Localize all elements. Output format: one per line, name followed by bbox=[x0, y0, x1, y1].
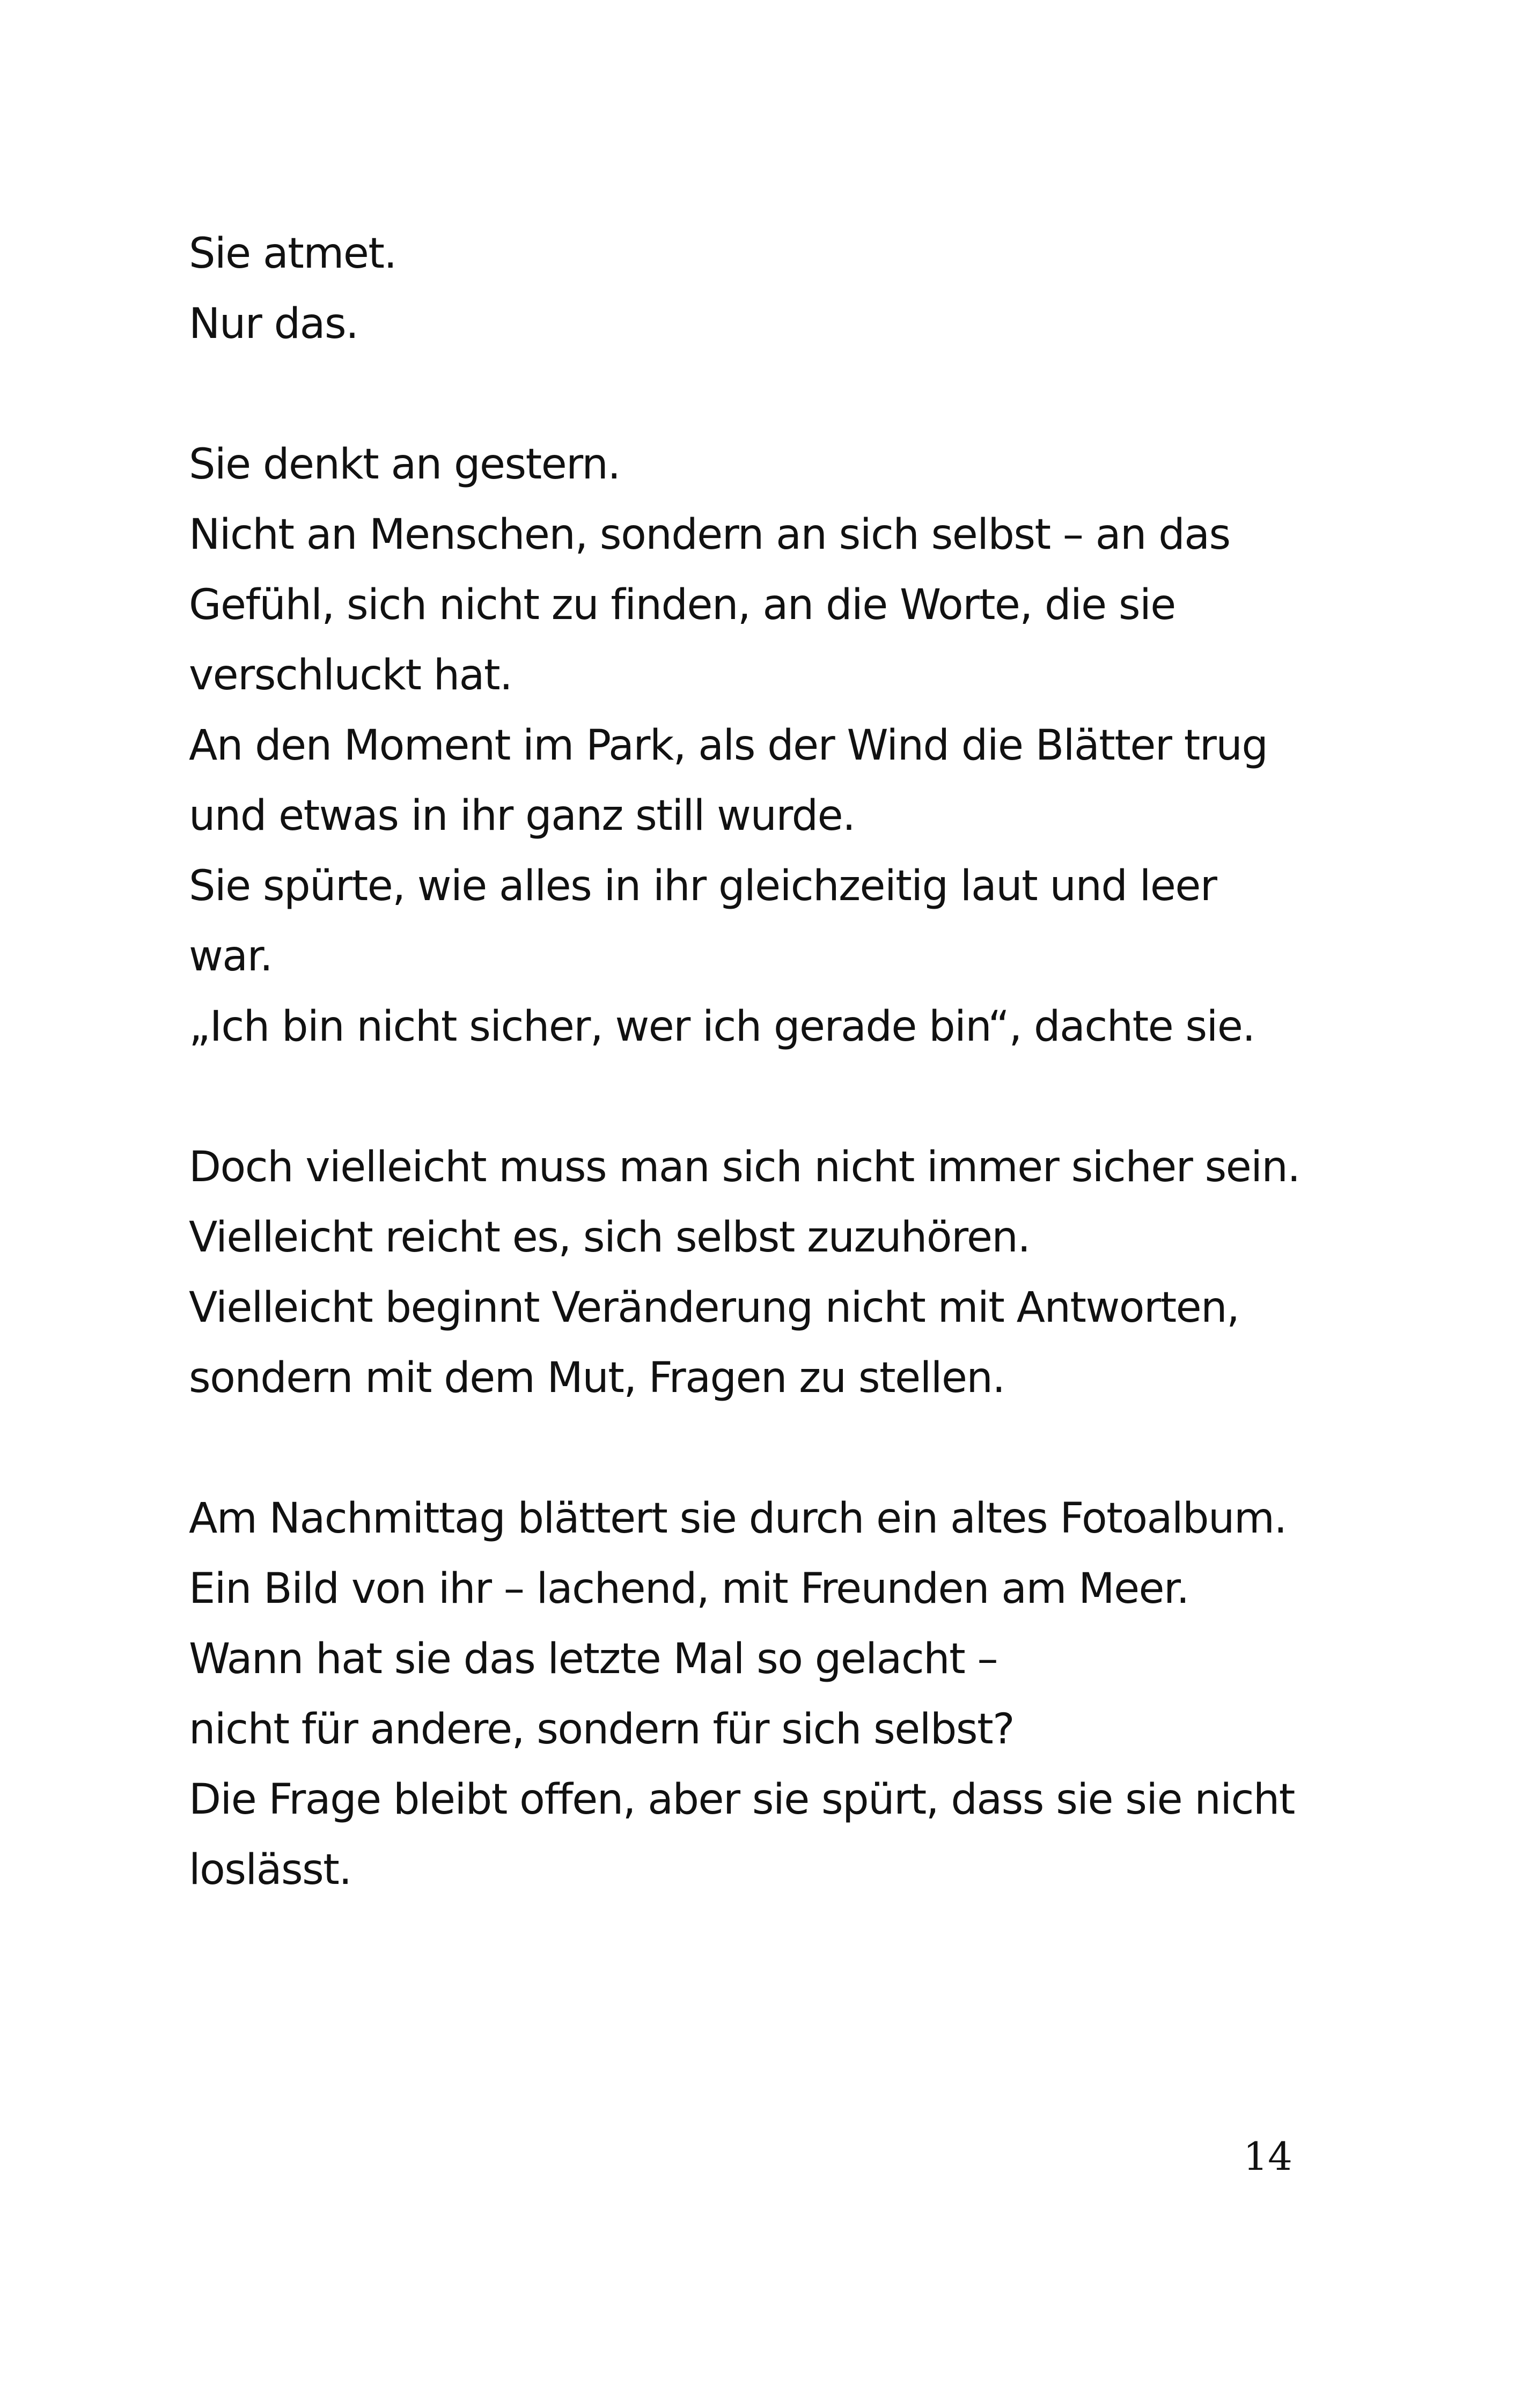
text-line: loslässt. bbox=[189, 1846, 351, 1894]
text-line: Vielleicht reicht es, sich selbst zuzuhören. bbox=[189, 1213, 1030, 1262]
paragraph-gap bbox=[189, 359, 1348, 430]
body-text bbox=[189, 219, 1348, 1905]
text-line: Sie atmet. bbox=[189, 230, 396, 278]
text-line: Wann hat sie das letzte Mal so gelacht – bbox=[189, 1635, 997, 1683]
text-line: Vielleicht beginnt Veränderung nicht mit Antworten, bbox=[189, 1284, 1239, 1332]
text-line: sondern mit dem Mut, Fragen zu stellen. bbox=[189, 1354, 1005, 1402]
text-line: Am Nachmittag blättert sie durch ein altes Fotoalbum. bbox=[189, 1494, 1287, 1543]
text-line: Die Frage bleibt offen, aber sie spürt, dass sie sie nicht bbox=[189, 1776, 1295, 1824]
paragraph-gap bbox=[189, 1413, 1348, 1484]
text-line: Nicht an Menschen, sondern an sich selbst – an das bbox=[189, 511, 1230, 559]
text-line: Sie denkt an gestern. bbox=[189, 440, 620, 489]
text-line: Sie spürte, wie alles in ihr gleichzeitig laut und leer bbox=[189, 862, 1217, 910]
text-line: Ein Bild von ihr – lachend, mit Freunden am Meer. bbox=[189, 1565, 1189, 1613]
text-line: war. bbox=[189, 932, 273, 981]
text-line: verschluckt hat. bbox=[189, 651, 512, 699]
page-number: 14 bbox=[1243, 2134, 1292, 2179]
text-line: „Ich bin nicht sicher, wer ich gerade bin“, dachte sie. bbox=[189, 1003, 1255, 1051]
text-line: Doch vielleicht muss man sich nicht immer sicher sein. bbox=[189, 1143, 1300, 1191]
paragraph-gap bbox=[189, 1062, 1348, 1132]
text-line: An den Moment im Park, als der Wind die Blätter trug bbox=[189, 721, 1268, 770]
text-line: Gefühl, sich nicht zu finden, an die Worte, die sie bbox=[189, 581, 1175, 629]
text-line: Nur das. bbox=[189, 300, 358, 348]
text-line: nicht für andere, sondern für sich selbst? bbox=[189, 1705, 1015, 1754]
text-line: und etwas in ihr ganz still wurde. bbox=[189, 792, 855, 840]
